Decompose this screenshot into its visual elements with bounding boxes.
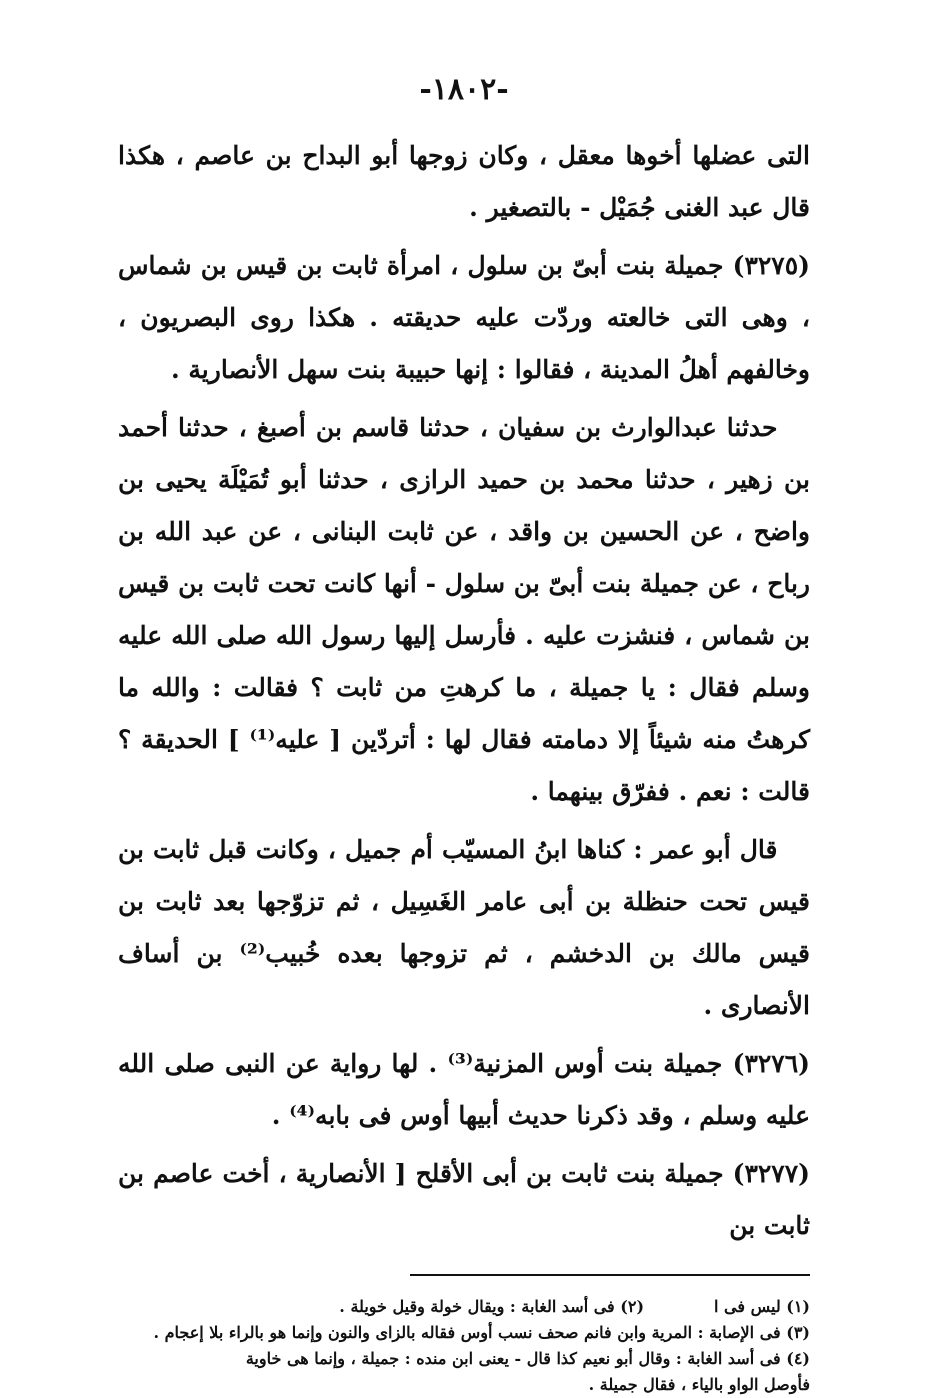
entry-3276: (٣٢٧٦) جميلة بنت أوس المزنية⁽³⁾ . لها رواية عن النبى صلى الله عليه وسلم ، وقد ذكرنا حديث أبيها أوس فى بابه⁽⁴⁾ . <box>118 1049 810 1130</box>
hadith-paragraph: حدثنا عبدالوارث بن سفيان ، حدثنا قاسم بن أصبغ ، حدثنا أحمد بن زهير ، حدثنا محمد بن حميد الرازى ، حدثنا أبو تُمَيْلَة يحيى بن واضح ، عن الحسين بن واقد ، عن ثابت البنانى ، عن عبد الله بن رباح ، عن جميلة بنت أبىّ بن سلول - أنها كانت تحت ثابت بن قيس بن شماس ، فنشزت عليه . فأرسل إليها رسول الله صلى الله عليه وسلم فقال : يا جميلة ، ما كرهتِ من ثابت ؟ فقالت : والله ما كرهتُ منه شيئاً إلا دمامته فقال لها : أتردّين [ عليه⁽¹⁾ ] الحديقة ؟ قالت : نعم . ففرّق بينهما . <box>118 413 810 806</box>
footnote-4: (٤) فى أسد الغابة : وقال أبو نعيم كذا قال - يعنى ابن منده : جميلة ، وإنما هى خاوية <box>245 1349 810 1368</box>
footnote-row <box>118 1294 810 1320</box>
paragraph: التى عضلها أخوها معقل ، وكان زوجها أبو البداح بن عاصم ، هكذا قال عبد الغنى جُمَيْل - بالتصغير . <box>118 141 810 222</box>
abu-umar-paragraph: قال أبو عمر : كناها ابنُ المسيّب أم جميل ، وكانت قبل ثابت بن قيس تحت حنظلة بن أبى عامر الغَسِيل ، ثم تزوّجها بعد ثابت بن قيس مالك بن الدخشم ، ثم تزوجها بعده خُبيب⁽²⁾ بن أساف الأنصارى . <box>118 835 810 1020</box>
footnotes <box>118 1294 810 1398</box>
footnote-1: (١) ليس فى ا <box>714 1297 810 1316</box>
footnote-3: (٣) فى الإصابة : المرية وابن فانم صحف نسب أوس فقاله بالزاى والنون وإنما هو بالراء بلا إعجام . <box>153 1323 810 1342</box>
footnote-divider <box>410 1274 810 1276</box>
entry-3277: (٣٢٧٧) جميلة بنت ثابت بن أبى الأقلح [ الأنصارية ، أخت عاصم بن ثابت بن <box>118 1159 810 1240</box>
body-text <box>118 130 810 1252</box>
footnote-2: (٢) فى أسد الغابة : ويقال خولة وقيل خويلة . <box>339 1297 645 1316</box>
entry-3275: (٣٢٧٥) جميلة بنت أبىّ بن سلول ، امرأة ثابت بن قيس بن شماس ، وهى التى خالعته وردّت عليه حديقته . هكذا روى البصريون ، وخالفهم أهلُ المدينة ، فقالوا : إنها حبيبة بنت سهل الأنصارية . <box>118 251 810 384</box>
footnote-4-continuation: فأوصل الواو بالياء ، فقال جميلة . <box>588 1375 810 1394</box>
page-number: -١٨٠٢- <box>419 72 509 107</box>
